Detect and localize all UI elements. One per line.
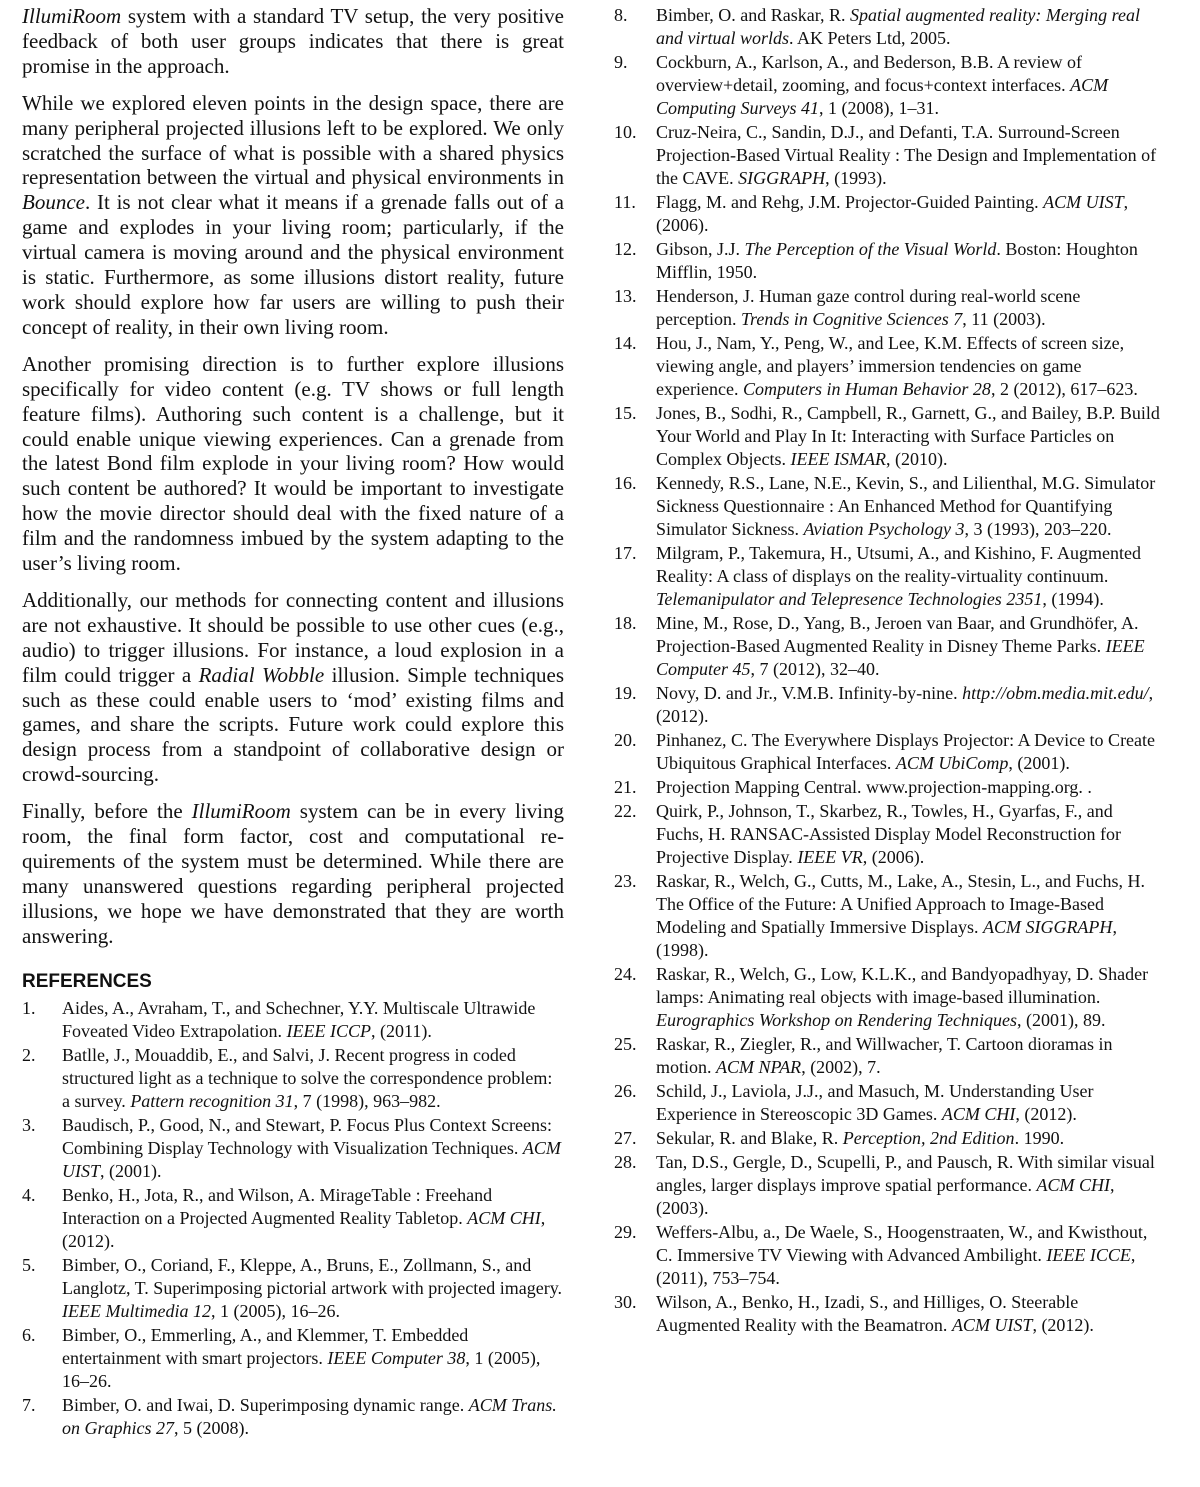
italic-text: Pattern recognition 31 [130, 1090, 294, 1111]
reference-item [22, 997, 564, 1043]
italic-text: The Perception of the Visual World [744, 239, 997, 259]
reference-item [614, 870, 1162, 962]
reference-item [614, 472, 1162, 541]
reference-text [656, 402, 1162, 471]
text-run: , (2003). [656, 1175, 1115, 1218]
italic-text: IllumiRoom [22, 4, 122, 28]
text-run: Milgram, P., Takemura, H., Utsumi, A., and Kishino, F. Augmented Reality: A class of displays on the reality-virtuality continuum. [656, 543, 1141, 586]
reference-text [656, 51, 1162, 120]
text-run: Henderson, J. Human gaze control during real-world scene perception. [656, 286, 1081, 329]
text-run: Novy, D. and Jr., V.M.B. Infinity-by-nine. [656, 683, 963, 703]
reference-item [614, 1221, 1162, 1290]
reference-item [614, 612, 1162, 681]
text-run: , (2012). [1015, 1104, 1077, 1124]
italic-text: ACM Computing Surveys 41 [656, 75, 1109, 118]
reference-list-right [614, 4, 1162, 1337]
text-run: Projection Mapping Central. www.projection-mapping.org. . [656, 777, 1092, 797]
text-run: Kennedy, R.S., Lane, N.E., Kevin, S., and Lilienthal, M.G. Simulator Sickness Questionnaire : An Enhanced Method for Quantifying Simulator Sickness. [656, 473, 1156, 539]
italic-text: Radial Wobble [198, 662, 325, 687]
reference-text [656, 1033, 1162, 1079]
reference-number: 12. [614, 239, 637, 259]
reference-text [656, 4, 1162, 50]
reference-number: 21. [614, 777, 637, 797]
italic-text: Perception, 2nd Edition [842, 1128, 1015, 1148]
text-run: Hou, J., Nam, Y., Peng, W., and Lee, K.M. Effects of screen size, viewing angle, and players’ immersion tendencies on game experience. [656, 333, 1125, 399]
reference-text [656, 1221, 1162, 1290]
text-run: , 11 (2003). [962, 309, 1046, 329]
text-run: Quirk, P., Johnson, T., Skarbez, R., Towles, H., Gyarfas, F., and Fuchs, H. RANSAC-Assisted Display Model Reconstruction for Projective Display. [656, 801, 1121, 867]
reference-number: 27. [614, 1128, 637, 1148]
reference-item [614, 682, 1162, 728]
reference-item [614, 1080, 1162, 1126]
text-run: Mine, M., Rose, D., Yang, B., Jeroen van Baar, and Grundhöfer, A. Projection-Based Augmented Reality in Disney Theme Parks. [656, 613, 1139, 656]
italic-text: ACM NPAR [716, 1057, 802, 1077]
reference-text [62, 1324, 564, 1393]
italic-text: http://obm.media.mit.edu/ [962, 683, 1149, 703]
reference-text [656, 1151, 1162, 1220]
text-run: Benko, H., Jota, R., and Wilson, A. MirageTable : Freehand Interaction on a Projected Augmented Reality Tabletop. [62, 1184, 493, 1228]
reference-item [614, 1151, 1162, 1220]
text-run: Tan, D.S., Gergle, D., Scupelli, P., and Pausch, R. With similar visual angles, larger displays improve spatial performance. [656, 1152, 1155, 1195]
text-run: Aides, A., Avraham, T., and Schechner, Y.Y. Multiscale Ultrawide Foveated Video Extrapolation. [62, 997, 536, 1041]
reference-item [614, 332, 1162, 401]
italic-text: Telemanipulator and Telepresence Technologies 2351 [656, 589, 1043, 609]
reference-item [614, 1127, 1162, 1150]
text-run: , 1 (2005), 16–26. [62, 1347, 541, 1391]
text-run: , 7 (1998), 963–982. [293, 1090, 441, 1111]
italic-text: ACM UbiComp [895, 753, 1009, 773]
italic-text: ACM UIST [1043, 192, 1124, 212]
reference-item [22, 1044, 564, 1113]
text-run: Bimber, O., Coriand, F., Kleppe, A., Bruns, E., Zollmann, S., and Langlotz, T. Superimposing pictorial artwork with projected imagery. [62, 1254, 563, 1298]
text-run: While we explored eleven points in the design space, there are many peripheral projected illusions left to be explored. We only scratched the surface of what is possible with a shared physics representation between the virtual and physical environments in [22, 90, 564, 190]
text-run: , (2002), 7. [801, 1057, 881, 1077]
text-run: , (2001). [100, 1160, 162, 1181]
reference-number: 13. [614, 286, 637, 306]
reference-item [22, 1184, 564, 1253]
reference-number: 29. [614, 1222, 637, 1242]
references-heading: REFERENCES [22, 970, 152, 992]
reference-number: 19. [614, 683, 637, 703]
text-run: , (2006). [862, 847, 925, 867]
text-run: , (1994). [1042, 589, 1104, 609]
text-run: . Boston: Houghton Mifflin, 1950. [656, 239, 1138, 282]
reference-text [656, 332, 1162, 401]
text-run: Raskar, R., Ziegler, R., and Willwacher, T. Cartoon dioramas in motion. [656, 1034, 1113, 1077]
reference-list-left [22, 997, 564, 1440]
text-run: , (2011). [371, 1020, 432, 1041]
reference-text [656, 729, 1162, 775]
reference-item [614, 729, 1162, 775]
reference-number: 18. [614, 613, 637, 633]
italic-text: ACM CHI [467, 1207, 541, 1228]
text-run: , (1993). [825, 168, 887, 188]
body-text [22, 4, 564, 949]
text-run: Raskar, R., Welch, G., Cutts, M., Lake, A., Stesin, L., and Fuchs, H. The Office of the Future: A Unified Approach to Image-Based Modeling and Spatially Immersive Displays. [656, 871, 1145, 937]
text-run: illusion. Simple techniques such as these could enable users to ‘mod’ existing films and games, and share the scripts. Future work could explore this design process from a standpoint of collaborative design or crowd-sourcing. [22, 662, 564, 787]
text-run: Cruz-Neira, C., Sandin, D.J., and Defanti, T.A. Surround-Screen Projection-Based Virtual Reality : The Design and Implementation of the CAVE. [656, 122, 1157, 188]
reference-text [656, 191, 1162, 237]
reference-item [614, 963, 1162, 1032]
italic-text: Eurographics Workshop on Rendering Techniques [656, 1010, 1017, 1030]
italic-text: IEEE ICCE [1046, 1245, 1131, 1265]
reference-text [656, 776, 1162, 799]
italic-text: IEEE Computer 45 [656, 636, 1145, 679]
reference-number: 8. [614, 5, 628, 25]
italic-text: ACM CHI [941, 1104, 1016, 1124]
reference-text [62, 1254, 564, 1323]
reference-text [656, 1080, 1162, 1126]
reference-text [656, 121, 1162, 190]
reference-number: 7. [22, 1394, 36, 1415]
text-run: Wilson, A., Benko, H., Izadi, S., and Hilliges, O. Steerable Augmented Reality with the Beamatron. [656, 1292, 1079, 1335]
text-run: Baudisch, P., Good, N., and Stewart, P. Focus Plus Context Screens: Combining Display Technology with Visualization Techniques. [62, 1114, 552, 1158]
text-run: Finally, before the [22, 799, 192, 824]
reference-number: 6. [22, 1324, 36, 1345]
reference-item [614, 285, 1162, 331]
reference-number: 16. [614, 473, 637, 493]
reference-number: 26. [614, 1081, 637, 1101]
text-run: . AK Peters Ltd, 2005. [789, 28, 951, 48]
reference-number: 30. [614, 1292, 637, 1312]
reference-item [614, 4, 1162, 50]
text-run: Sekular, R. and Blake, R. [656, 1128, 843, 1148]
text-run: , (2001). [1008, 753, 1070, 773]
italic-text: Spatial augmented reality: Merging real and virtual worlds [656, 5, 1140, 48]
reference-number: 2. [22, 1044, 36, 1065]
text-run: , 1 (2008), 1–31. [818, 98, 939, 118]
reference-item [614, 776, 1162, 799]
text-run: Jones, B., Sodhi, R., Campbell, R., Garnett, G., and Bailey, B.P. Build Your World and Play In It: Interacting with Surface Particles on Complex Objects. [656, 403, 1160, 469]
text-run: , (2012). [1032, 1315, 1094, 1335]
text-run: . 1990. [1014, 1128, 1065, 1148]
text-run: Bimber, O., Emmerling, A., and Klemmer, T. Embedded entertainment with smart projectors. [62, 1324, 469, 1368]
text-run: Batlle, J., Mouaddib, E., and Salvi, J. Recent progress in coded structured light as a technique to solve the correspondence problem: a survey. [62, 1044, 553, 1111]
text-run: Cockburn, A., Karlson, A., and Bederson, B.B. A review of overview+detail, zooming, and focus+context interfaces. [656, 52, 1082, 95]
reference-number: 4. [22, 1184, 36, 1205]
reference-item [22, 1394, 564, 1440]
reference-number: 17. [614, 543, 637, 563]
reference-text [656, 472, 1162, 541]
reference-item [614, 1291, 1162, 1337]
italic-text: SIGGRAPH [738, 168, 826, 188]
reference-number: 1. [22, 997, 36, 1018]
text-run: , 7 (2012), 32–40. [750, 659, 880, 679]
reference-text [656, 542, 1162, 611]
reference-item [614, 121, 1162, 190]
text-run: Schild, J., Laviola, J.J., and Masuch, M. Understanding User Experience in Stereoscopic 3D Games. [656, 1081, 1094, 1124]
reference-text [62, 1184, 564, 1253]
reference-item [614, 800, 1162, 869]
reference-number: 10. [614, 122, 637, 142]
reference-item [614, 51, 1162, 120]
reference-number: 25. [614, 1034, 637, 1054]
text-run: , 2 (2012), 617–623. [990, 379, 1138, 399]
reference-number: 3. [22, 1114, 36, 1135]
text-run: Raskar, R., Welch, G., Low, K.L.K., and Bandyopadhyay, D. Shader lamps: Animating real objects with image-based illumination. [656, 964, 1149, 1007]
text-run: Pinhanez, C. The Everywhere Displays Projector: A Device to Create Ubiquitous Graphical Interfaces. [656, 730, 1156, 773]
reference-item [614, 542, 1162, 611]
italic-text: IllumiRoom [191, 799, 291, 824]
reference-text [656, 285, 1162, 331]
reference-text [656, 963, 1162, 1032]
reference-number: 5. [22, 1254, 36, 1275]
paragraph-illumiroom-feedback [22, 4, 564, 79]
reference-text [656, 1127, 1162, 1150]
italic-text: ACM UIST [62, 1137, 561, 1181]
paragraph-video-content [22, 352, 564, 576]
text-run: , (1998). [656, 917, 1117, 960]
left-column [22, 4, 564, 1441]
reference-text [656, 682, 1162, 728]
paragraph-design-space [22, 91, 564, 340]
text-run: , (2001), 89. [1016, 1010, 1106, 1030]
italic-text: ACM Trans. on Graphics 27 [62, 1394, 557, 1438]
reference-number: 22. [614, 801, 637, 821]
text-run: Additionally, our methods for connecting content and illusions are not exhaustive. It should be possible to use other cues (e.g., audio) to trigger illusions. For instance, a loud explosion in a film could trigger a [22, 587, 564, 687]
text-run: Flagg, M. and Rehg, J.M. Projector-Guided Painting. [656, 192, 1044, 212]
reference-number: 9. [614, 52, 628, 72]
italic-text: IEEE ICCP [286, 1020, 372, 1041]
text-run: Bimber, O. and Iwai, D. Superimposing dynamic range. [62, 1394, 469, 1415]
text-run: , (2011), 753–754. [656, 1245, 1136, 1288]
reference-number: 20. [614, 730, 637, 750]
reference-number: 11. [614, 192, 636, 212]
reference-item [614, 1033, 1162, 1079]
italic-text: IEEE Computer 38 [327, 1347, 466, 1368]
reference-text [62, 1114, 564, 1183]
reference-number: 24. [614, 964, 637, 984]
text-run: , (2012). [656, 683, 1154, 726]
reference-item [614, 238, 1162, 284]
reference-item [614, 402, 1162, 471]
paragraph-form-factor [22, 799, 564, 948]
paragraph-connecting-content [22, 588, 564, 787]
italic-text: ACM UIST [951, 1315, 1033, 1335]
text-run: Gibson, J.J. [656, 239, 745, 259]
italic-text: ACM CHI [1036, 1175, 1111, 1195]
italic-text: Trends in Cognitive Sciences 7 [740, 309, 963, 329]
italic-text: Bounce [22, 190, 85, 215]
text-run: , 5 (2008). [174, 1417, 249, 1438]
right-column [614, 4, 1162, 1338]
text-run: , 3 (1993), 203–220. [964, 519, 1112, 539]
text-run: Another promising direction is to further explore illusions specifically for video content (e.g. TV shows or full length feature films). Authoring such content is a challenge, but it could enable unique viewing experiences. Can a grenade from the latest Bond film explode in your living room? How would such content be authored? It would be important to investigate how the movie director should deal with the fixed nature of a film and the randomness imbued by the system adapting to the user’s living room. [22, 351, 564, 576]
reference-text [656, 800, 1162, 869]
reference-number: 28. [614, 1152, 637, 1172]
italic-text: ACM SIGGRAPH [982, 917, 1113, 937]
reference-text [62, 1394, 564, 1440]
text-run: system with a standard TV setup, the very positive feedback of both user groups indicates that there is great promise in the approach. [22, 4, 564, 78]
italic-text: IEEE VR [797, 847, 863, 867]
reference-text [656, 870, 1162, 962]
text-run: system can be in every living room, the final form factor, cost and computational requirements of the system must be determined. While there are many unanswered questions regarding peripheral projected illusions, we hope we have demonstrated that they are worth answering. [22, 799, 564, 948]
text-run: Weffers-Albu, a., De Waele, S., Hoogenstraaten, W., and Kwisthout, C. Immersive TV Viewing with Advanced Ambilight. [656, 1222, 1148, 1265]
reference-text [62, 1044, 564, 1113]
text-run: , (2010). [885, 449, 948, 469]
text-run: Bimber, O. and Raskar, R. [656, 5, 851, 25]
text-run: , (2012). [62, 1207, 546, 1251]
text-run: , 1 (2005), 16–26. [210, 1300, 340, 1321]
reference-item [22, 1114, 564, 1183]
reference-number: 14. [614, 333, 637, 353]
reference-text [656, 238, 1162, 284]
reference-item [22, 1254, 564, 1323]
italic-text: IEEE ISMAR [790, 449, 886, 469]
reference-text [656, 612, 1162, 681]
italic-text: Aviation Psychology 3 [803, 519, 965, 539]
reference-item [22, 1324, 564, 1393]
reference-number: 15. [614, 403, 637, 423]
italic-text: IEEE Multimedia 12 [62, 1300, 211, 1321]
text-run: . It is not clear what it means if a grenade falls out of a game and explodes in your living room; particularly, if the virtual camera is moving around and the physical environment is static. Furthermore, as some illusions distort reality, future work should explore how far users are willing to push their concept of reality, in their own living room. [22, 190, 564, 339]
reference-text [62, 997, 564, 1043]
reference-text [656, 1291, 1162, 1337]
reference-number: 23. [614, 871, 637, 891]
reference-item [614, 191, 1162, 237]
text-run: , (2006). [656, 192, 1129, 235]
italic-text: Computers in Human Behavior 28 [742, 379, 991, 399]
